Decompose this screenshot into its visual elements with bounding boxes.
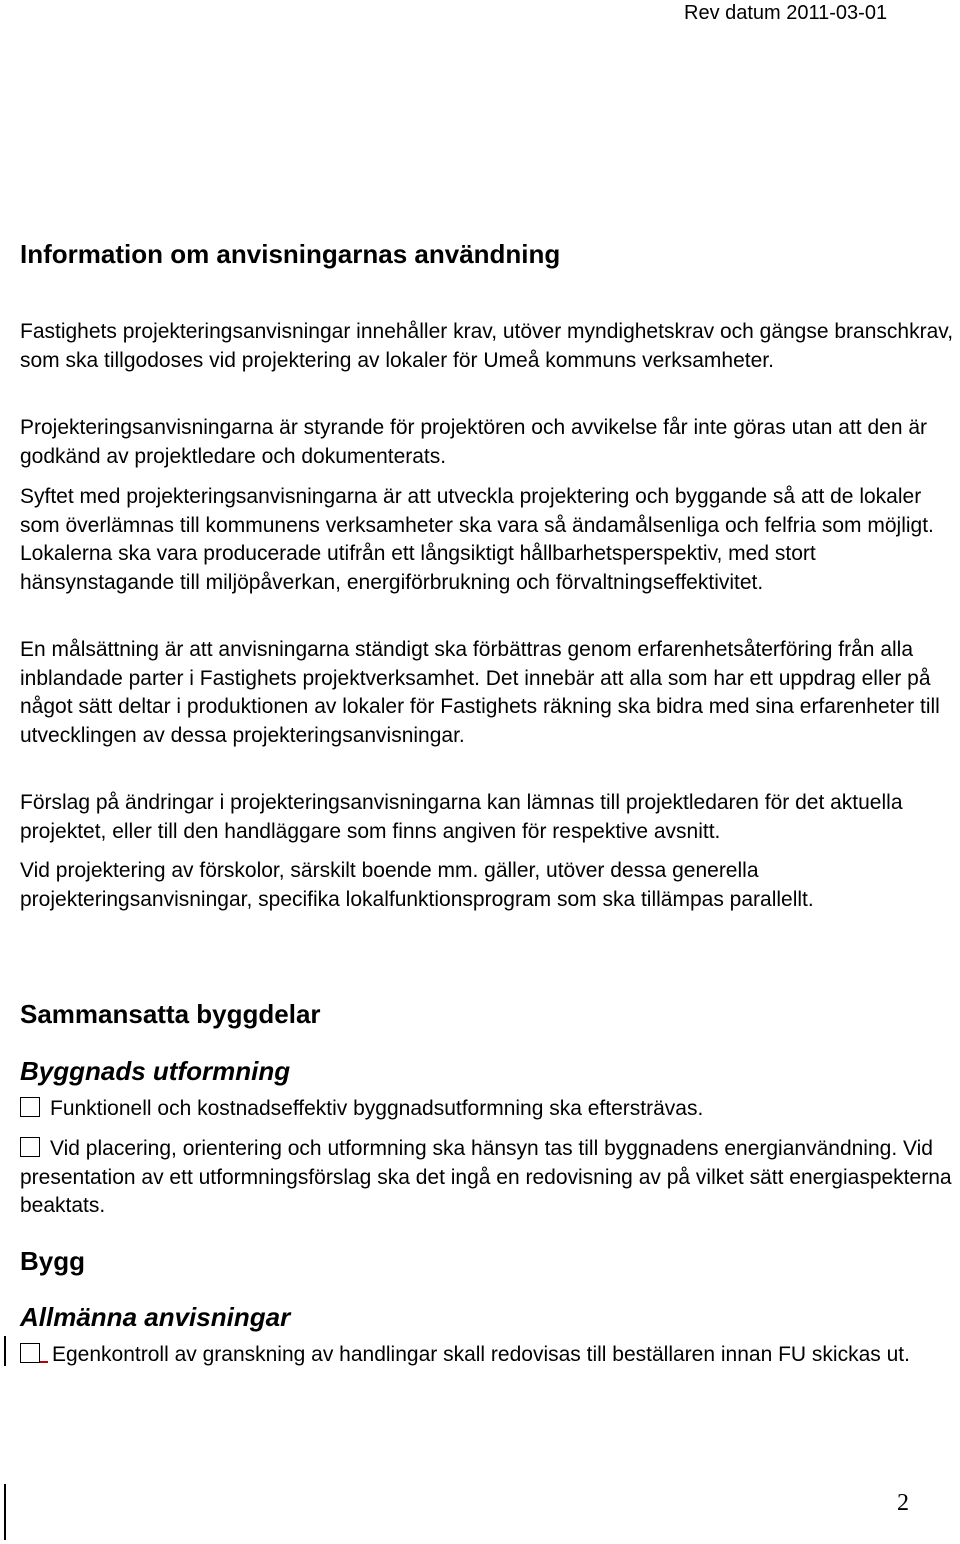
revision-change-bar-footer [4,1484,6,1540]
paragraph-text: Fastighets projekteringsanvisningar innehåller krav, utöver myndighetskrav och gängse branschkrav, som ska tillgodoses vid projektering av lokaler för Umeå kommuns verksamheter. [20,320,954,372]
paragraph-4 [20,636,955,750]
paragraph-text: Vid projektering av förskolor, särskilt boende mm. gäller, utöver dessa generella projekteringsanvisningar, specifika lokalfunktionsprogram som ska tillämpas parallellt. [20,859,814,911]
checklist-item-2 [20,1135,955,1221]
checklist-item-label: Vid placering, orientering och utformning ska hänsyn tas till byggnadens energianvändning. Vid presentation av ett utformningsförslag ska det ingå en redovisning av på vilket sätt energiaspekterna beaktats. [20,1137,952,1217]
paragraph-text: Syftet med projekteringsanvisningarna är att utveckla projektering och byggande så att de lokaler som överlämnas till kommunens verksamheter ska vara så ändamålsenliga och felfria som möjligt. Lokalerna ska vara producerade utifrån ett långsiktigt hållbarhetsperspektiv, med stort hänsynstagande till miljöpåverkan, energiförbrukning och förvaltningseffektivitet. [20,485,934,594]
paragraph-6 [20,857,955,914]
paragraph-text: Projekteringsanvisningarna är styrande för projektören och avvikelse får inte göras utan att den är godkänd av projektledare och dokumenterats. [20,416,927,468]
checklist-item-label: Funktionell och kostnadseffektiv byggnadsutformning ska eftersträvas. [50,1097,704,1120]
paragraph-text: Förslag på ändringar i projekteringsanvisningarna kan lämnas till projektledaren för det aktuella projektet, eller till den handläggare som finns angiven för respektive avsnitt. [20,791,903,843]
subsection-title-byggnads-utformning: Byggnads utformning [20,1056,291,1086]
page-number: 2 [897,1490,909,1516]
revision-mark [40,1347,48,1363]
paragraph-5 [20,789,955,846]
revision-date: Rev datum 2011-03-01 [684,2,888,24]
checkbox[interactable] [20,1137,40,1157]
section-title-sammansatta: Sammansatta byggdelar [20,999,321,1029]
checklist-item-1 [20,1095,955,1124]
paragraph-2 [20,414,955,471]
section-title-bygg: Bygg [20,1246,85,1276]
revision-change-bar [4,1336,6,1366]
checkbox[interactable] [20,1097,40,1117]
paragraph-1 [20,318,955,375]
checklist-item-label: Egenkontroll av granskning av handlingar skall redovisas till beställaren innan FU skickas ut. [52,1343,910,1366]
paragraph-3 [20,483,955,597]
checkbox[interactable] [20,1343,40,1363]
section-title-information: Information om anvisningarnas användning [20,239,561,269]
checklist-item-3 [20,1341,955,1370]
paragraph-text: En målsättning är att anvisningarna ständigt ska förbättras genom erfarenhetsåterföring från alla inblandade parter i Fastighets projektverksamhet. Det innebär att alla som har ett uppdrag eller på något sätt deltar i produktionen av lokaler för Fastighets räkning ska bidra med sina erfarenheter till utvecklingen av dessa projekteringsanvisningar. [20,638,940,747]
subsection-title-allmanna-anvisningar: Allmänna anvisningar [20,1302,291,1332]
